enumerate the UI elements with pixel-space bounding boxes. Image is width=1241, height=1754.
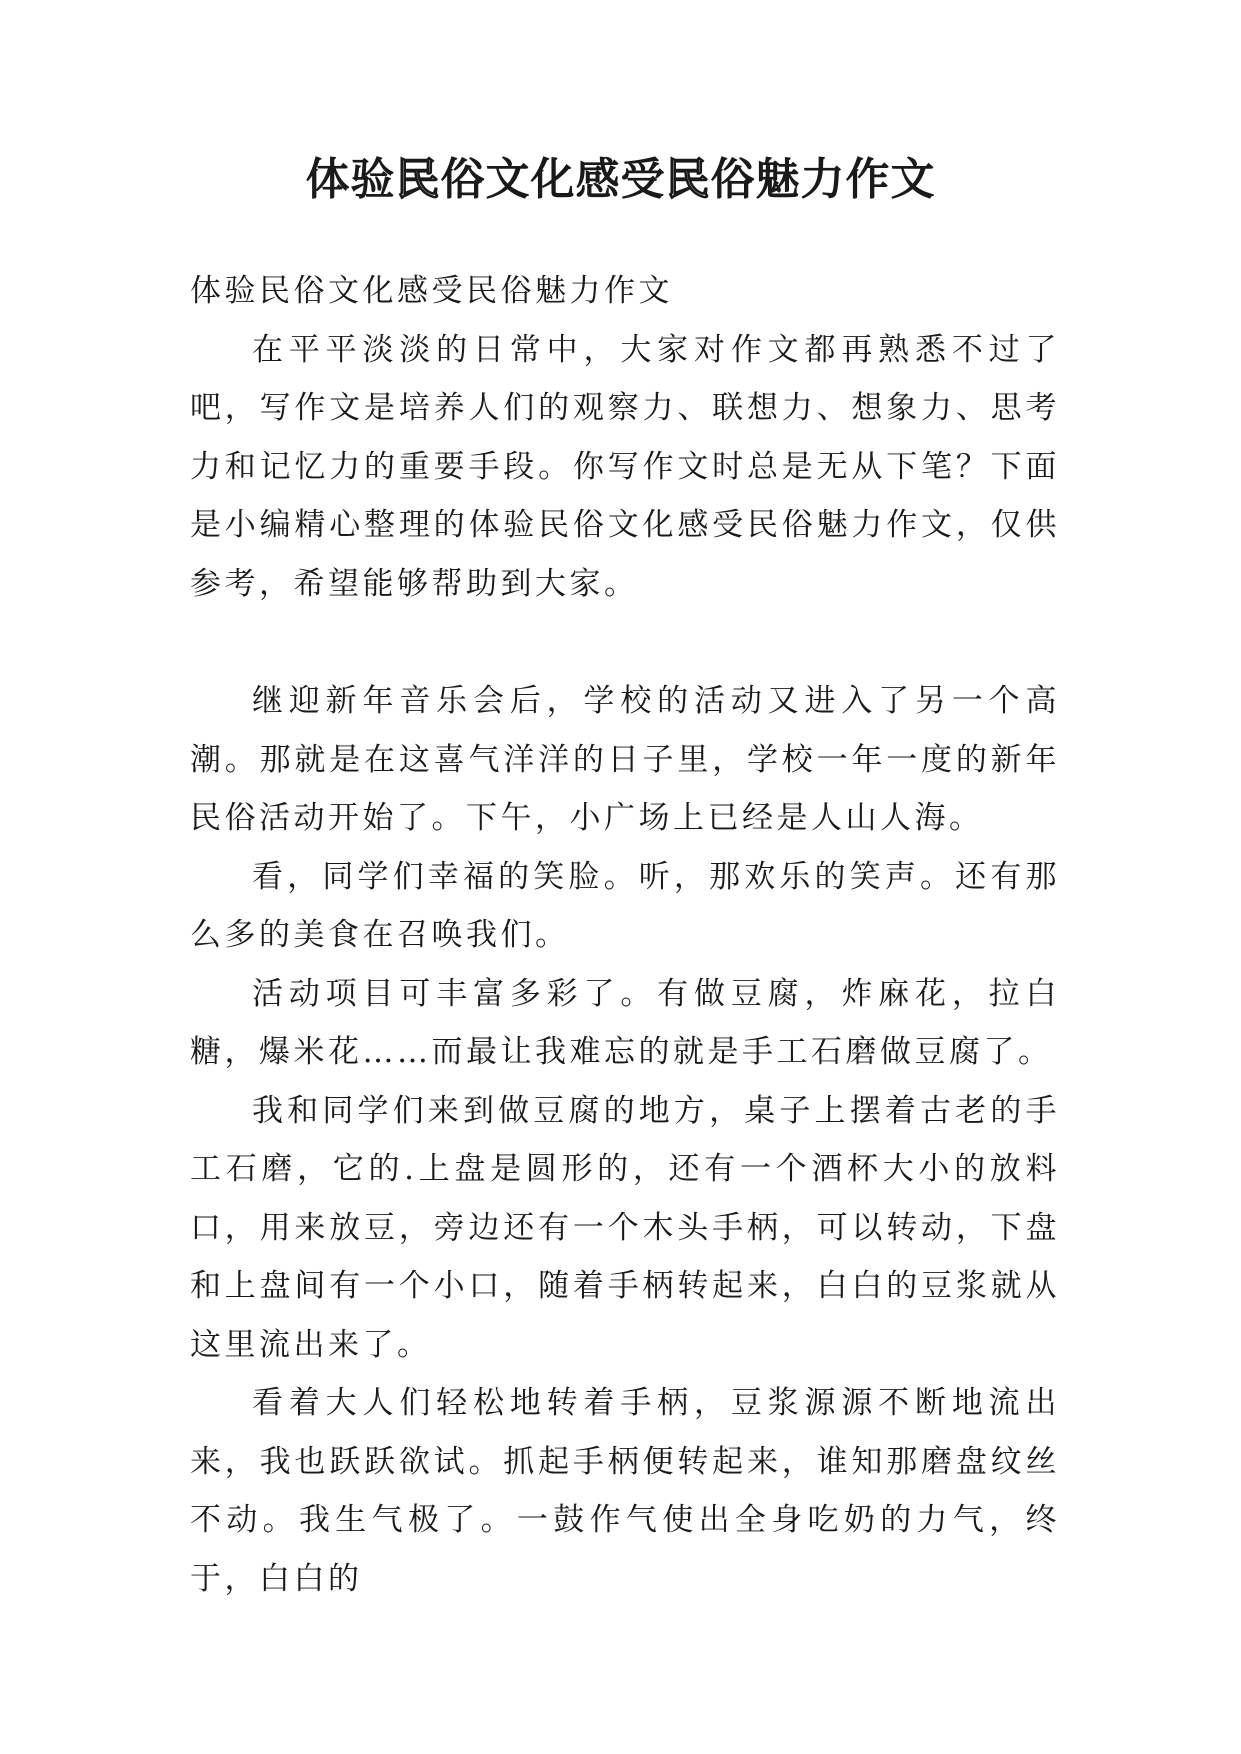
body-paragraph: 继迎新年音乐会后，学校的活动又进入了另一个高潮。那就是在这喜气洋洋的日子里，学校一年一度的新年民俗活动开始了。下午，小广场上已经是人山人海。: [190, 683, 1060, 836]
title-part: 俗魅力作文: [710, 154, 936, 205]
intro-paragraph: 在平平淡淡的日常中，大家对作文都再熟悉不过了吧，写作文是培养人们的观察力、联想力、想象力、思考力和记忆力的重要手段。你写作文时总是无从下笔？下面是小编精心整理的体验民俗文化感受民俗魅力作文，仅供参考，希望能够帮助到大家。: [190, 331, 1060, 602]
title-part-hollow: 民: [665, 154, 711, 205]
title-part: 俗文化感受: [440, 154, 666, 205]
body-paragraph: 我和同学们来到做豆腐的地方，桌子上摆着古老的手工石磨，它的.上盘是圆形的，还有一个酒杯大小的放料口，用来放豆，旁边还有一个木头手柄，可以转动，下盘和上盘间有一个小口，随着手柄转起来，白白的豆浆就从这里流出来了。: [190, 1092, 1060, 1363]
document-subtitle: 体验民俗文化感受民俗魅力作文: [190, 273, 673, 309]
body-paragraph: 看着大人们轻松地转着手柄，豆浆源源不断地流出来，我也跃跃欲试。抓起手柄便转起来，谁知那磨盘纹丝不动。我生气极了。一鼓作气使出全身吃奶的力气，终于，白白的: [190, 1385, 1060, 1597]
document-body: [190, 262, 1060, 1608]
title-part: 体验: [305, 154, 396, 205]
body-paragraph: 活动项目可丰富多彩了。有做豆腐，炸麻花，拉白糖，爆米花……而最让我难忘的就是手工石磨做豆腐了。: [190, 975, 1060, 1070]
document-title: [0, 150, 1241, 210]
paragraph-gap: [190, 613, 1060, 672]
title-part-hollow: 民: [395, 154, 441, 205]
body-paragraph: 看，同学们幸福的笑脸。听，那欢乐的笑声。还有那么多的美食在召唤我们。: [190, 858, 1060, 953]
